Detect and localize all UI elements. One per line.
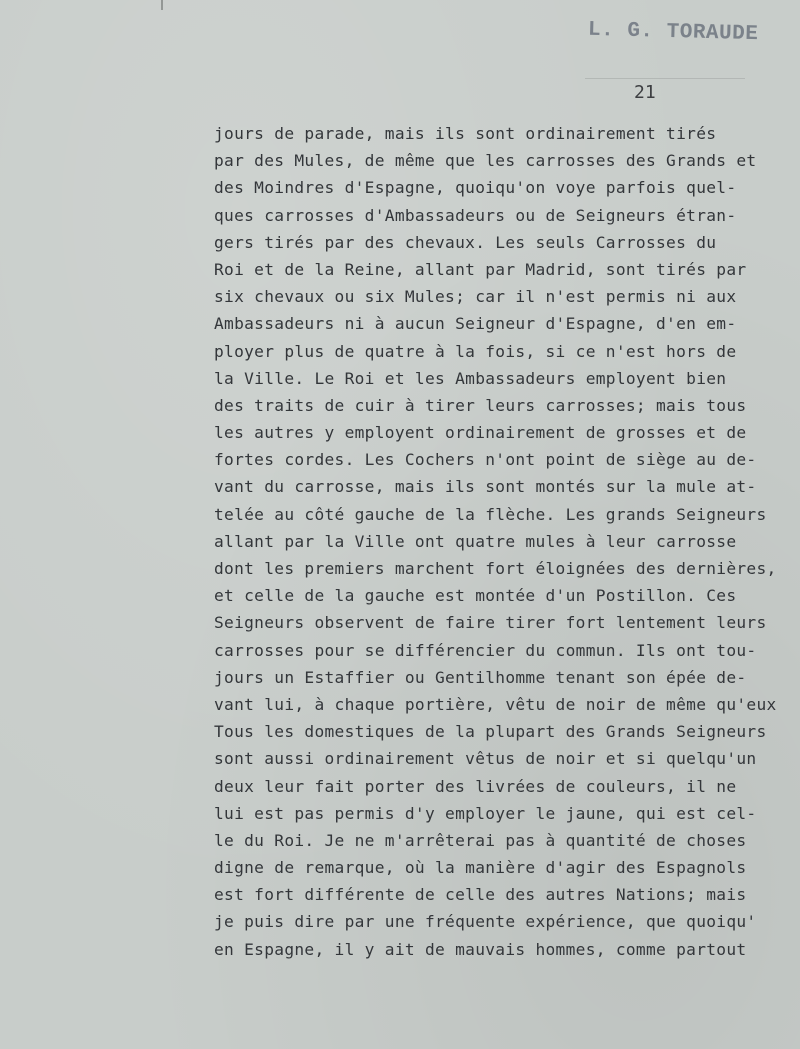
page-number: 21 — [634, 82, 656, 103]
text-line: six chevaux ou six Mules; car il n'est permis ni aux — [214, 287, 737, 307]
text-line: je puis dire par une fréquente expérience, que quoiqu' — [214, 912, 757, 932]
text-line: sont aussi ordinairement vêtus de noir et si quelqu'un — [214, 749, 757, 769]
text-line: la Ville. Le Roi et les Ambassadeurs employent bien — [214, 368, 727, 388]
text-line: ques carrosses d'Ambassadeurs ou de Seigneurs étran- — [214, 205, 737, 225]
text-line: les autres y employent ordinairement de grosses et de — [214, 423, 747, 443]
text-line: Ambassadeurs ni à aucun Seigneur d'Espagne, d'en em- — [214, 314, 737, 334]
text-line: et celle de la gauche est montée d'un Postillon. Ces — [214, 586, 737, 606]
text-line: jours de parade, mais ils sont ordinairement tirés — [214, 124, 717, 143]
text-line: vant lui, à chaque portière, vêtu de noir de même qu'eux — [214, 694, 777, 714]
text-line: des traits de cuir à tirer leurs carrosses; mais tous — [214, 395, 747, 415]
margin-tick — [161, 0, 163, 10]
text-line: lui est pas permis d'y employer le jaune, qui est cel- — [214, 803, 757, 823]
text-line: par des Mules, de même que les carrosses des Grands et — [214, 151, 757, 171]
library-stamp: L. G. TORAUDE — [587, 18, 759, 47]
text-line: dont les premiers marchent fort éloignées des dernières, — [214, 559, 777, 578]
text-line: le du Roi. Je ne m'arrêterai pas à quantité de choses — [214, 830, 747, 850]
text-line: des Moindres d'Espagne, quoiqu'on voye parfois quel- — [214, 178, 737, 198]
text-line: carrosses pour se différencier du commun. Ils ont tou- — [214, 640, 757, 660]
text-line: jours un Estaffier ou Gentilhomme tenant son épée de- — [214, 667, 747, 687]
text-line: en Espagne, il y ait de mauvais hommes, comme partout — [214, 939, 747, 959]
text-line: fortes cordes. Les Cochers n'ont point de siège au de- — [214, 450, 757, 470]
text-line: deux leur fait porter des livrées de couleurs, il ne — [214, 776, 737, 796]
header-rule — [585, 78, 745, 79]
text-line: est fort différente de celle des autres Nations; mais — [214, 885, 747, 905]
text-line: digne de remarque, où la manière d'agir des Espagnols — [214, 858, 747, 878]
text-line: ployer plus de quatre à la fois, si ce n'est hors de — [214, 341, 737, 361]
text-line: Tous les domestiques de la plupart des Grands Seigneurs — [214, 722, 767, 742]
text-line: Seigneurs observent de faire tirer fort lentement leurs — [214, 613, 767, 633]
text-line: gers tirés par des chevaux. Les seuls Carrosses du — [214, 232, 717, 252]
typed-text-body — [214, 120, 798, 963]
text-line: vant du carrosse, mais ils sont montés sur la mule at- — [214, 477, 757, 497]
text-line: Roi et de la Reine, allant par Madrid, sont tirés par — [214, 259, 747, 279]
text-line: allant par la Ville ont quatre mules à leur carrosse — [214, 531, 737, 551]
text-line: telée au côté gauche de la flèche. Les grands Seigneurs — [214, 504, 767, 524]
